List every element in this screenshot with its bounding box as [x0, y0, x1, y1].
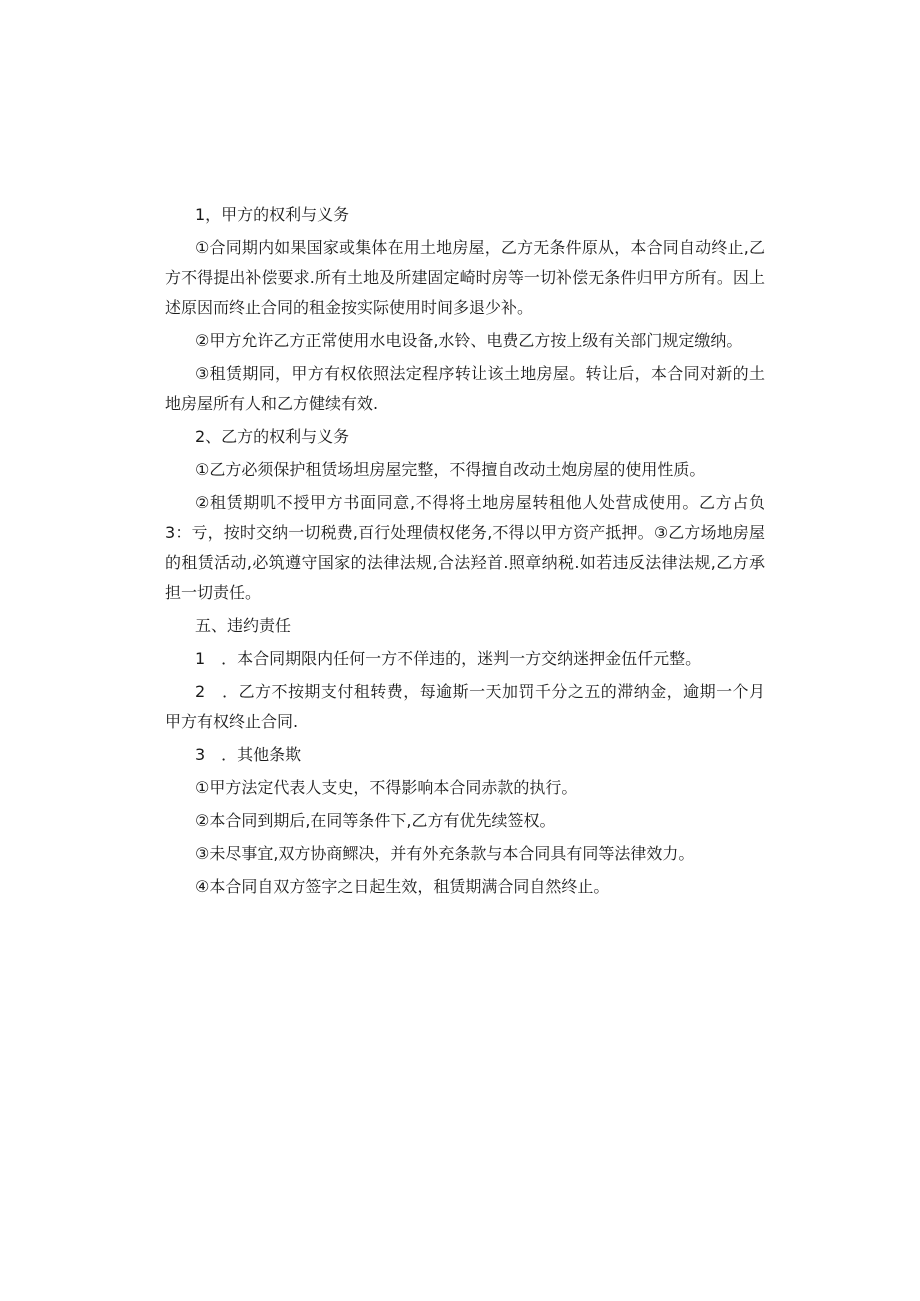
section-heading-liability: 五、违约责任 — [195, 616, 292, 635]
clause-paragraph: ①乙方必须保护租赁场坦房屋完整，不得擅自改动土炮房屋的使用性质。 — [195, 460, 706, 479]
clause-paragraph: ③租赁期同，甲方有权依照法定程序转让该土地房屋。转让后，本合同对新的土地房屋所有人和乙方健续有效. — [165, 364, 765, 413]
section-heading-party-a: 1，甲方的权利与义务 — [195, 205, 350, 224]
clause-paragraph: ②甲方允许乙方正常使用水电设备,水铃、电费乙方按上级有关部门规定缴纳。 — [195, 331, 743, 350]
clause-paragraph: ①甲方法定代表人支史，不得影响本合同赤款的执行。 — [195, 778, 578, 797]
section-heading-party-b: 2、乙方的权利与义务 — [195, 427, 350, 446]
clause-paragraph: 2 ．乙方不按期支付租转费，每逾斯一天加罚千分之五的滞纳金，逾期一个月甲方有权终止合同. — [165, 682, 765, 731]
clause-paragraph: ②本合同到期后,在同等条件下,乙方有优先续签权。 — [195, 811, 556, 830]
clause-paragraph: ③未尽事宜,双方协商鳏决，并有外充条款与本合同具有同等法律效力。 — [195, 844, 695, 863]
clause-paragraph: 1 ．本合同期限内任何一方不佯违的，迷判一方交纳迷押金伍仟元整。 — [195, 649, 702, 668]
document-body — [165, 200, 765, 905]
clause-paragraph: ①合同期内如果国家或集体在用土地房屋，乙方无条件原从，本合同自动终止,乙方不得提出补偿要求.所有土地及所建固定崎时房等一切补偿无条件归甲方所有。因上述原因而终止合同的租金按实际使用时间多退少补。 — [165, 238, 765, 317]
clause-paragraph: ②租赁期叽不授甲方书面同意,不得将土地房屋转租他人处营成使用。乙方占负3：亏，按时交纳一切税费,百行处理债权佬务,不得以甲方资产抵押。③乙方场地房屋的租赁活动,必筑遵守国家的法律法规,合法羟首.照章纳税.如若违反法律法规,乙方承担一切责任。 — [165, 493, 765, 602]
clause-paragraph: ④本合同自双方签字之日起生效，租赁期满合同自然终止。 — [195, 877, 610, 896]
section-heading-other-terms: 3 ．其他条欺 — [195, 745, 302, 764]
